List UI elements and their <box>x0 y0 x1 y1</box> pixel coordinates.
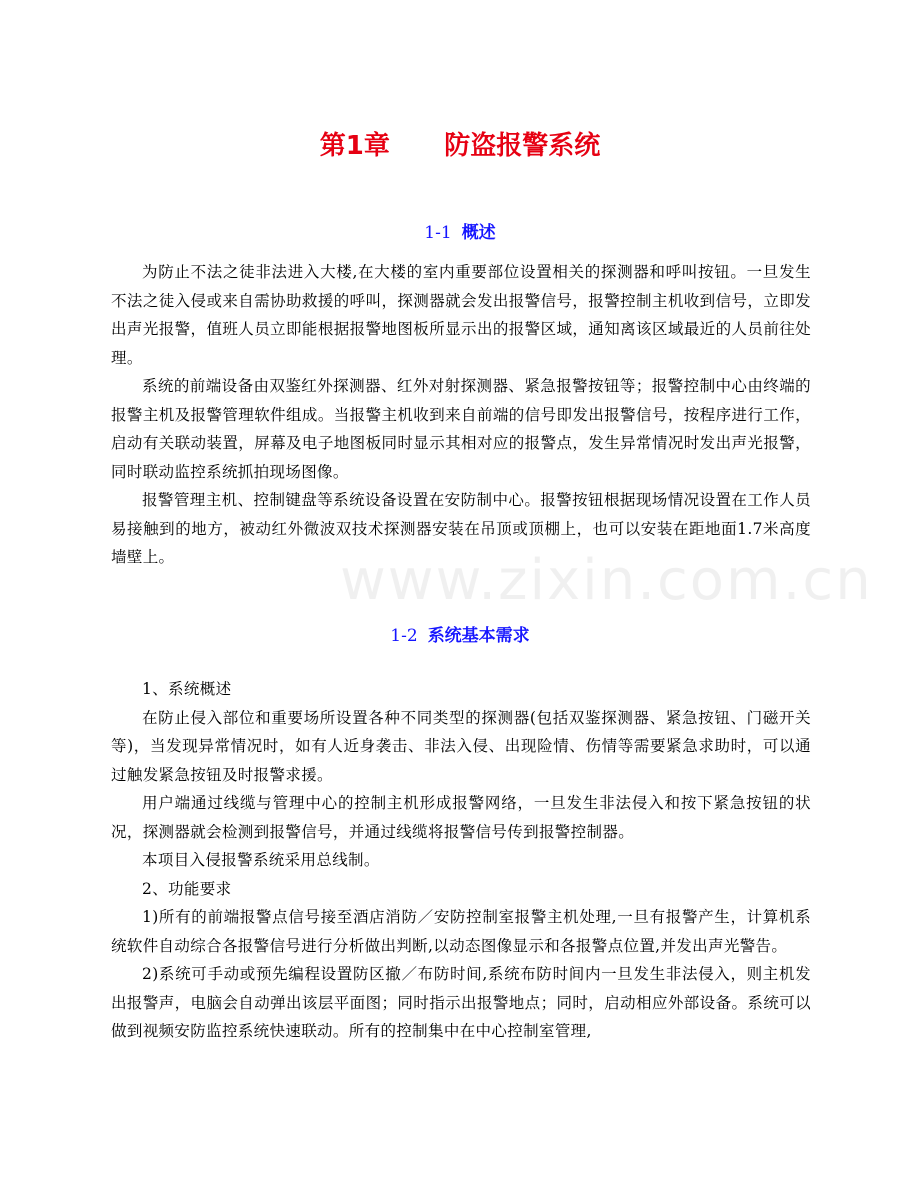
section-title-text: 系统基本需求 <box>427 626 530 646</box>
paragraph: 在防止侵入部位和重要场所设置各种不同类型的探测器(包括双鉴探测器、紧急按钮、门磁开关等)，当发现异常情况时，如有人近身袭击、非法入侵、出现险情、伤情等需要紧急求助时，可以通过触发紧急按钮及时报警求援。 <box>111 708 811 784</box>
section-number: 1-1 <box>424 223 452 243</box>
paragraph: 2)系统可手动或预先编程设置防区撤／布防时间,系统布防时间内一旦发生非法侵入，则主机发出报警声，电脑会自动弹出该层平面图；同时指示出报警地点；同时，启动相应外部设备。系统可以做到视频安防监控系统快速联动。所有的控制集中在中心控制室管理, <box>111 965 811 1040</box>
watermark: www.zixin.com.cn <box>340 548 873 613</box>
section-number: 1-2 <box>390 626 418 646</box>
paragraph: 本项目入侵报警系统采用总线制。 <box>142 851 380 869</box>
subheading: 2、功能要求 <box>142 879 232 898</box>
chapter-title: 第1章 防盗报警系统 <box>319 131 601 161</box>
subheading: 1、系统概述 <box>142 680 232 698</box>
paragraph: 系统的前端设备由双鉴红外探测器、红外对射探测器、紧急报警按钮等；报警控制中心由终端的报警主机及报警管理软件组成。当报警主机收到来自前端的信号即发出报警信号，按程序进行工作，启动有关联动装置，屏幕及电子地图板同时显示其相对应的报警点，发生异常情况时发出声光报警，同时联动监控系统抓拍现场图像。 <box>111 377 811 481</box>
section-heading-1-2 <box>0 622 920 650</box>
paragraph: 为防止不法之徒非法进入大楼,在大楼的室内重要部位设置相关的探测器和呼叫按钮。一旦发生不法之徒入侵或来自需协助救援的呼叫，探测器就会发出报警信号，报警控制主机收到信号，立即发出声光报警，值班人员立即能根据报警地图板所显示出的报警区域，通知离该区域最近的人员前往处理。 <box>111 263 811 367</box>
paragraph: 1)所有的前端报警点信号接至酒店消防／安防控制室报警主机处理,一旦有报警产生，计算机系统软件自动综合各报警信号进行分析做出判断,以动态图像显示和各报警点位置,并发出声光警告。 <box>111 908 811 955</box>
section-title-text: 概述 <box>461 223 496 243</box>
section-heading-1-1 <box>0 219 920 247</box>
paragraph: 报警管理主机、控制键盘等系统设备设置在安防制中心。报警按钮根据现场情况设置在工作人员易接触到的地方，被动红外微波双技术探测器安装在吊顶或顶棚上，也可以安装在距地面1.7米高度墙壁上。 <box>111 491 811 566</box>
section-body-1-2 <box>111 675 811 1046</box>
section-body-1-1 <box>111 258 811 572</box>
paragraph: 用户端通过线缆与管理中心的控制主机形成报警网络，一旦发生非法侵入和按下紧急按钮的状况，探测器就会检测到报警信号，并通过线缆将报警信号传到报警控制器。 <box>111 794 811 841</box>
